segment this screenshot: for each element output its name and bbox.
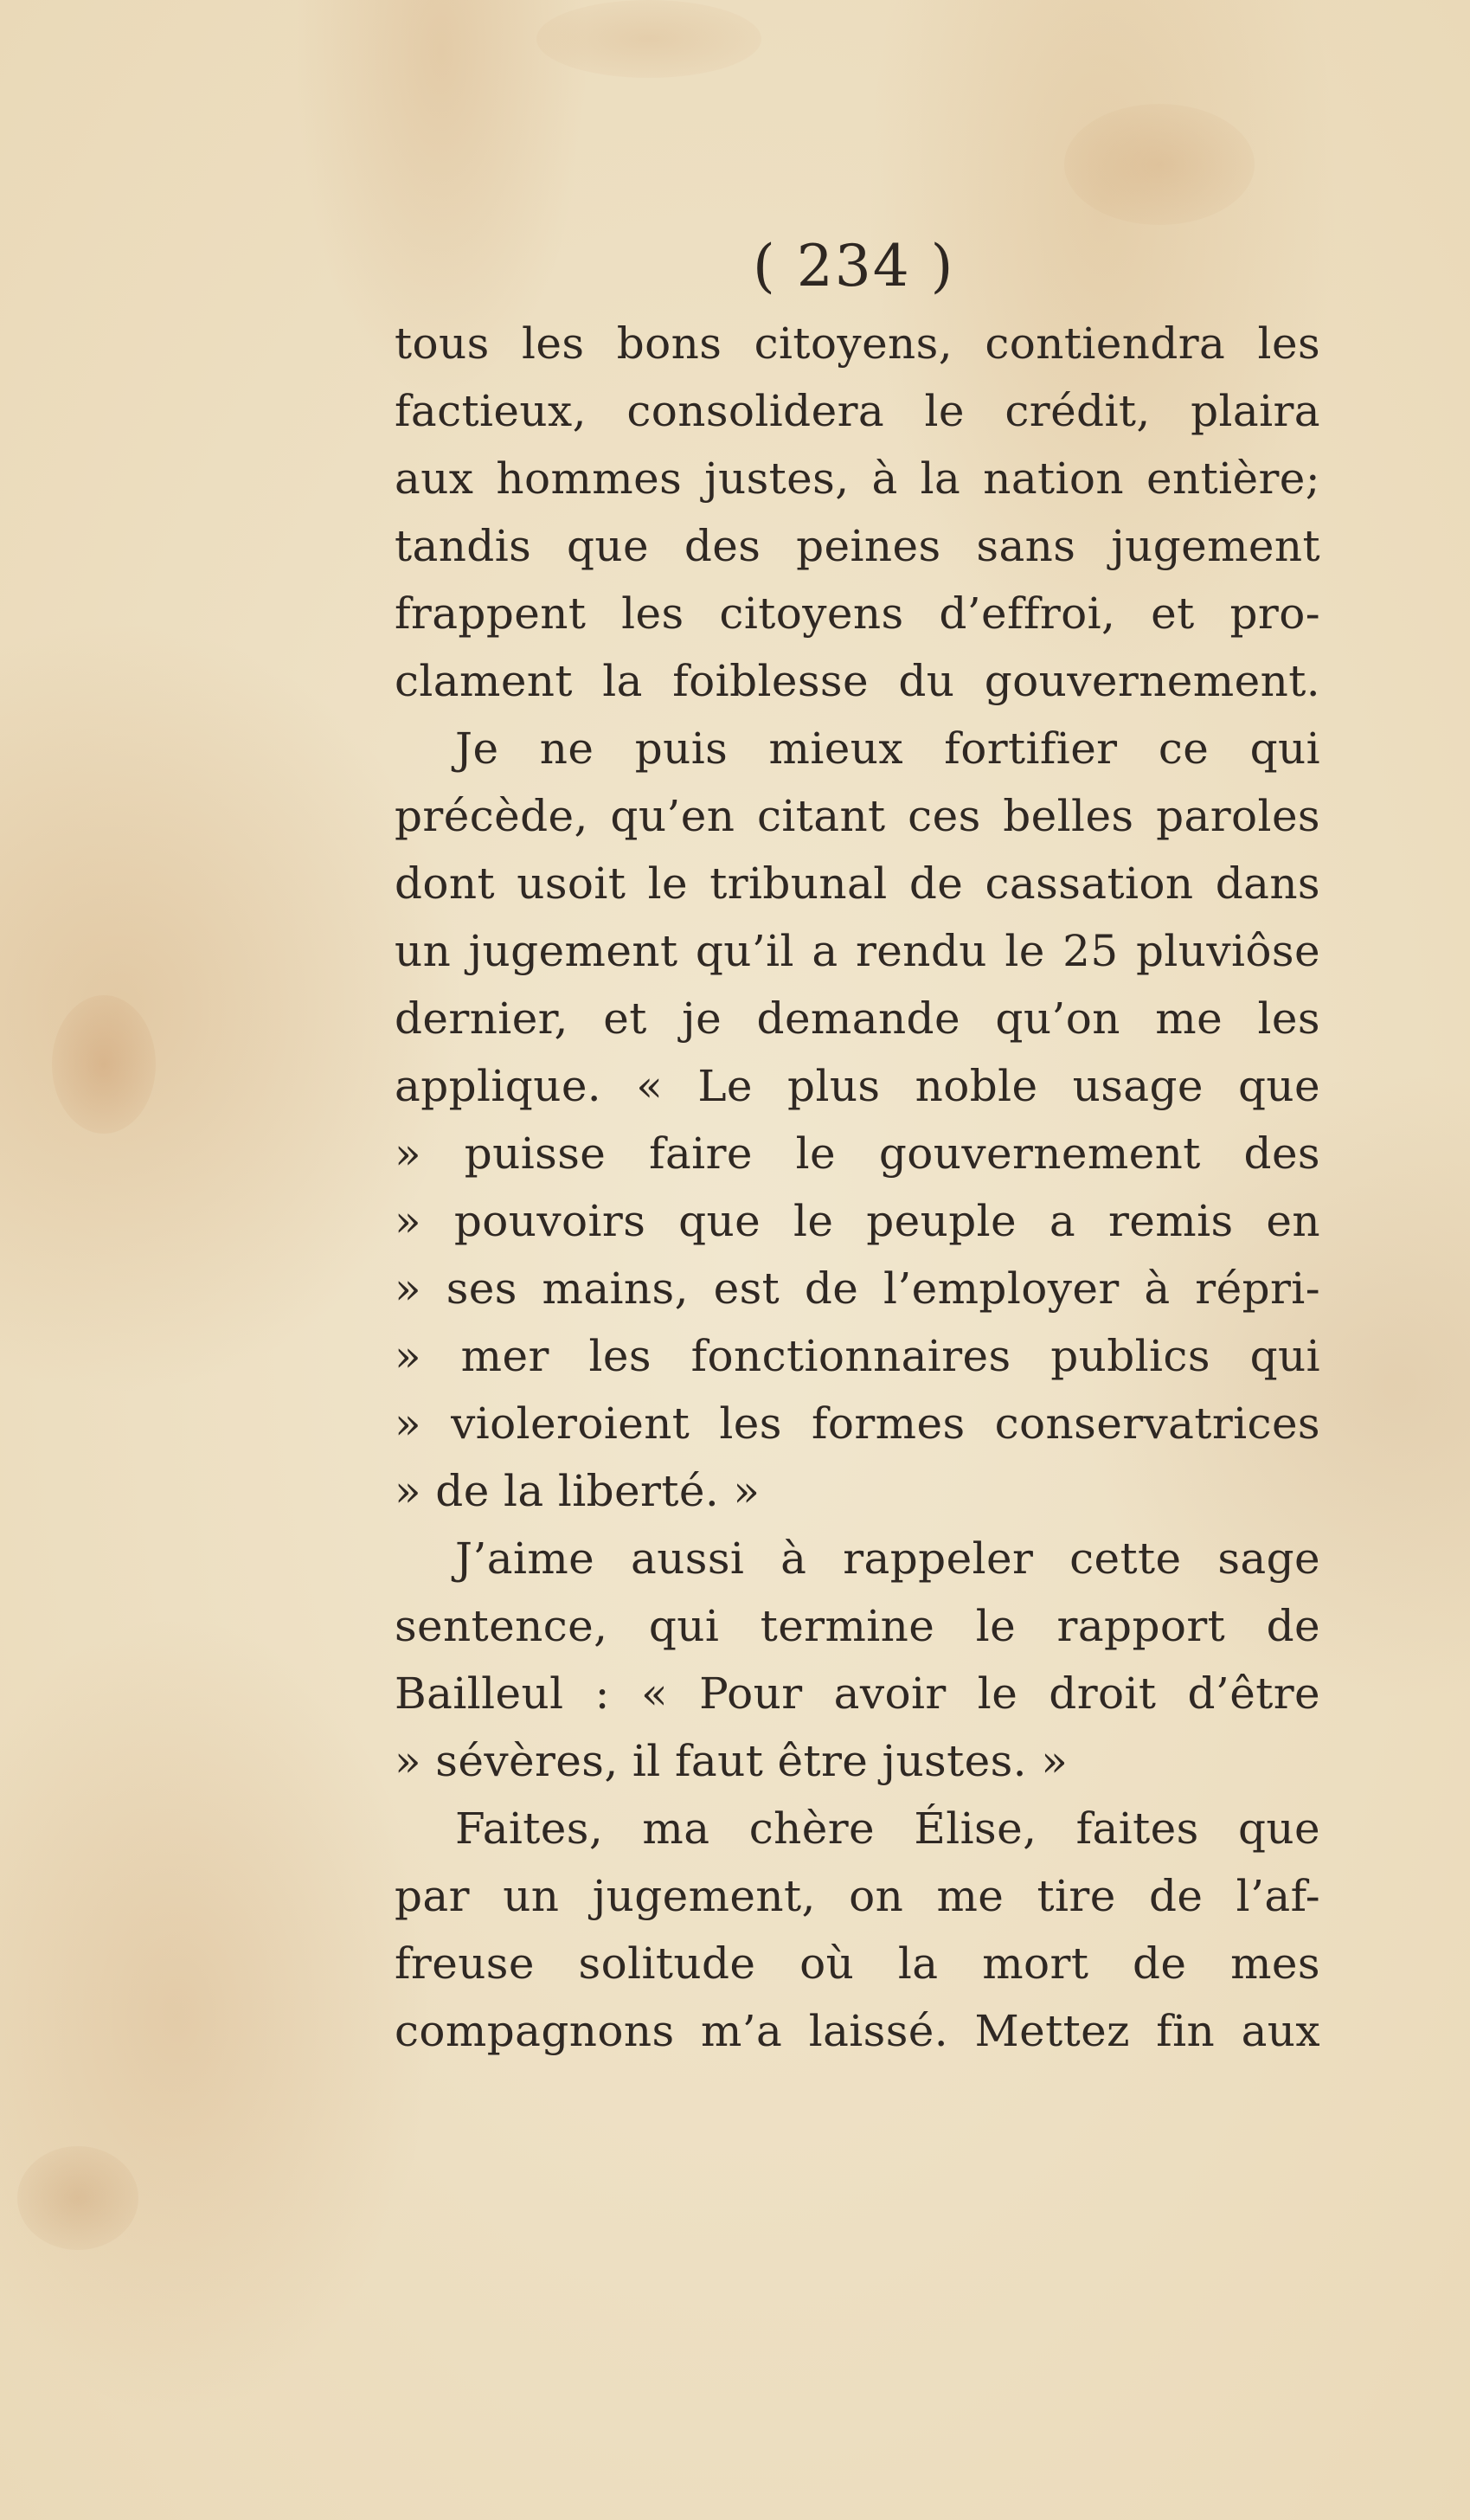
text-line: sentence, qui termine le rapport de bbox=[395, 1601, 1320, 1651]
text-line: factieux, consolidera le crédit, plaira bbox=[395, 386, 1320, 436]
text-line: applique. « Le plus noble usage que bbox=[395, 1061, 1320, 1111]
text-line: tous les bons citoyens, contiendra les bbox=[395, 318, 1320, 369]
text-line: J’aime aussi à rappeler cette sage bbox=[455, 1533, 1320, 1584]
text-line: précède, qu’en citant ces belles paroles bbox=[395, 791, 1320, 841]
text-line: » puisse faire le gouvernement des bbox=[395, 1128, 1320, 1179]
page-number: ( 234 ) bbox=[753, 233, 955, 299]
text-line: frappent les citoyens d’effroi, et pro- bbox=[395, 588, 1320, 639]
body-text bbox=[395, 310, 1320, 2065]
text-line: freuse solitude où la mort de mes bbox=[395, 1938, 1320, 1989]
text-line: » de la liberté. » bbox=[395, 1466, 761, 1516]
text-line: tandis que des peines sans jugement bbox=[395, 521, 1320, 571]
text-line: clament la foiblesse du gouvernement. bbox=[395, 656, 1320, 706]
foxing-stain bbox=[536, 0, 761, 78]
foxing-stain bbox=[52, 995, 156, 1134]
foxing-stain bbox=[1064, 104, 1255, 225]
text-line: aux hommes justes, à la nation entière; bbox=[395, 453, 1320, 504]
text-line: » mer les fonctionnaires publics qui bbox=[395, 1331, 1320, 1381]
text-line: compagnons m’a laissé. Mettez fin aux bbox=[395, 2006, 1320, 2056]
text-line: un jugement qu’il a rendu le 25 pluviôse bbox=[395, 926, 1320, 976]
text-line: Je ne puis mieux fortifier ce qui bbox=[455, 723, 1320, 774]
text-line: » sévères, il faut être justes. » bbox=[395, 1736, 1069, 1786]
text-line: » violeroient les formes conservatrices bbox=[395, 1398, 1320, 1449]
text-line: dernier, et je demande qu’on me les bbox=[395, 993, 1320, 1044]
text-line: » pouvoirs que le peuple a remis en bbox=[395, 1196, 1320, 1246]
text-line: dont usoit le tribunal de cassation dans bbox=[395, 858, 1320, 909]
foxing-stain bbox=[17, 2146, 138, 2250]
text-line: » ses mains, est de l’employer à répri- bbox=[395, 1263, 1320, 1314]
text-line: Faites, ma chère Élise, faites que bbox=[455, 1803, 1320, 1854]
text-line: par un jugement, on me tire de l’af- bbox=[395, 1871, 1320, 1921]
text-line: Bailleul : « Pour avoir le droit d’être bbox=[395, 1668, 1320, 1719]
